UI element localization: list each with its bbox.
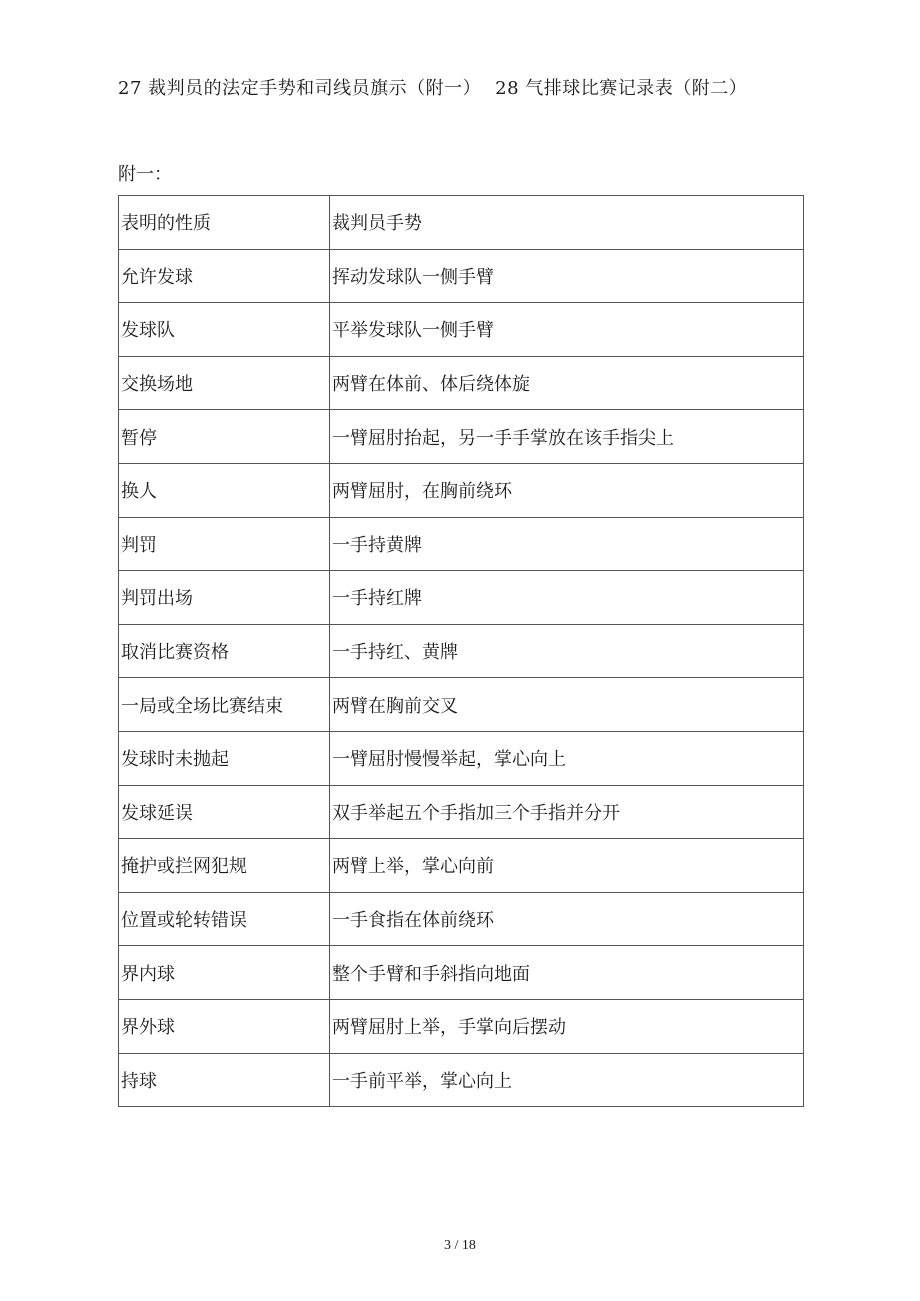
gesture-cell: 一手持红、黄牌 (330, 624, 804, 678)
table-row (119, 303, 804, 357)
nature-cell: 判罚出场 (119, 571, 330, 625)
gesture-cell: 挥动发球队一侧手臂 (330, 249, 804, 303)
gesture-cell: 一臂屈肘抬起，另一手手掌放在该手指尖上 (330, 410, 804, 464)
gesture-cell: 一臂屈肘慢慢举起，掌心向上 (330, 731, 804, 785)
table-row (119, 839, 804, 893)
section-heading (118, 74, 747, 100)
table-row (119, 946, 804, 1000)
table-row (119, 1053, 804, 1107)
nature-cell: 一局或全场比赛结束 (119, 678, 330, 732)
table-row (119, 249, 804, 303)
referee-gesture-table (118, 195, 804, 1107)
nature-cell: 界外球 (119, 999, 330, 1053)
table-row (119, 999, 804, 1053)
nature-cell: 判罚 (119, 517, 330, 571)
gesture-cell: 一手食指在体前绕环 (330, 892, 804, 946)
header-cell-nature: 表明的性质 (119, 196, 330, 250)
appendix-label: 附一： (118, 164, 172, 185)
table-row (119, 731, 804, 785)
gesture-cell: 两臂屈肘上举，手掌向后摆动 (330, 999, 804, 1053)
heading-item-27: 27 裁判员的法定手势和司线员旗示（附一） (118, 78, 482, 99)
nature-cell: 持球 (119, 1053, 330, 1107)
nature-cell: 允许发球 (119, 249, 330, 303)
header-cell-gesture: 裁判员手势 (330, 196, 804, 250)
gesture-cell: 两臂上举，掌心向前 (330, 839, 804, 893)
gesture-cell: 两臂在胸前交叉 (330, 678, 804, 732)
nature-cell: 界内球 (119, 946, 330, 1000)
gesture-cell: 双手举起五个手指加三个手指并分开 (330, 785, 804, 839)
nature-cell: 发球延误 (119, 785, 330, 839)
table-row (119, 463, 804, 517)
nature-cell: 发球时未抛起 (119, 731, 330, 785)
nature-cell: 掩护或拦网犯规 (119, 839, 330, 893)
table-row (119, 356, 804, 410)
nature-cell: 位置或轮转错误 (119, 892, 330, 946)
nature-cell: 发球队 (119, 303, 330, 357)
table-row (119, 678, 804, 732)
gesture-cell: 一手前平举，掌心向上 (330, 1053, 804, 1107)
gesture-cell: 一手持红牌 (330, 571, 804, 625)
table-row (119, 410, 804, 464)
table-row (119, 517, 804, 571)
table-row (119, 892, 804, 946)
nature-cell: 换人 (119, 463, 330, 517)
nature-cell: 取消比赛资格 (119, 624, 330, 678)
table-row (119, 624, 804, 678)
table-header-row (119, 196, 804, 250)
gesture-cell: 一手持黄牌 (330, 517, 804, 571)
nature-cell: 交换场地 (119, 356, 330, 410)
table-row (119, 571, 804, 625)
table-row (119, 785, 804, 839)
gesture-cell: 整个手臂和手斜指向地面 (330, 946, 804, 1000)
gesture-cell: 两臂屈肘，在胸前绕环 (330, 463, 804, 517)
heading-item-28: 28 气排球比赛记录表（附二） (495, 78, 748, 99)
nature-cell: 暂停 (119, 410, 330, 464)
gesture-cell: 两臂在体前、体后绕体旋 (330, 356, 804, 410)
page-number: 3 / 18 (444, 1238, 476, 1253)
gesture-cell: 平举发球队一侧手臂 (330, 303, 804, 357)
